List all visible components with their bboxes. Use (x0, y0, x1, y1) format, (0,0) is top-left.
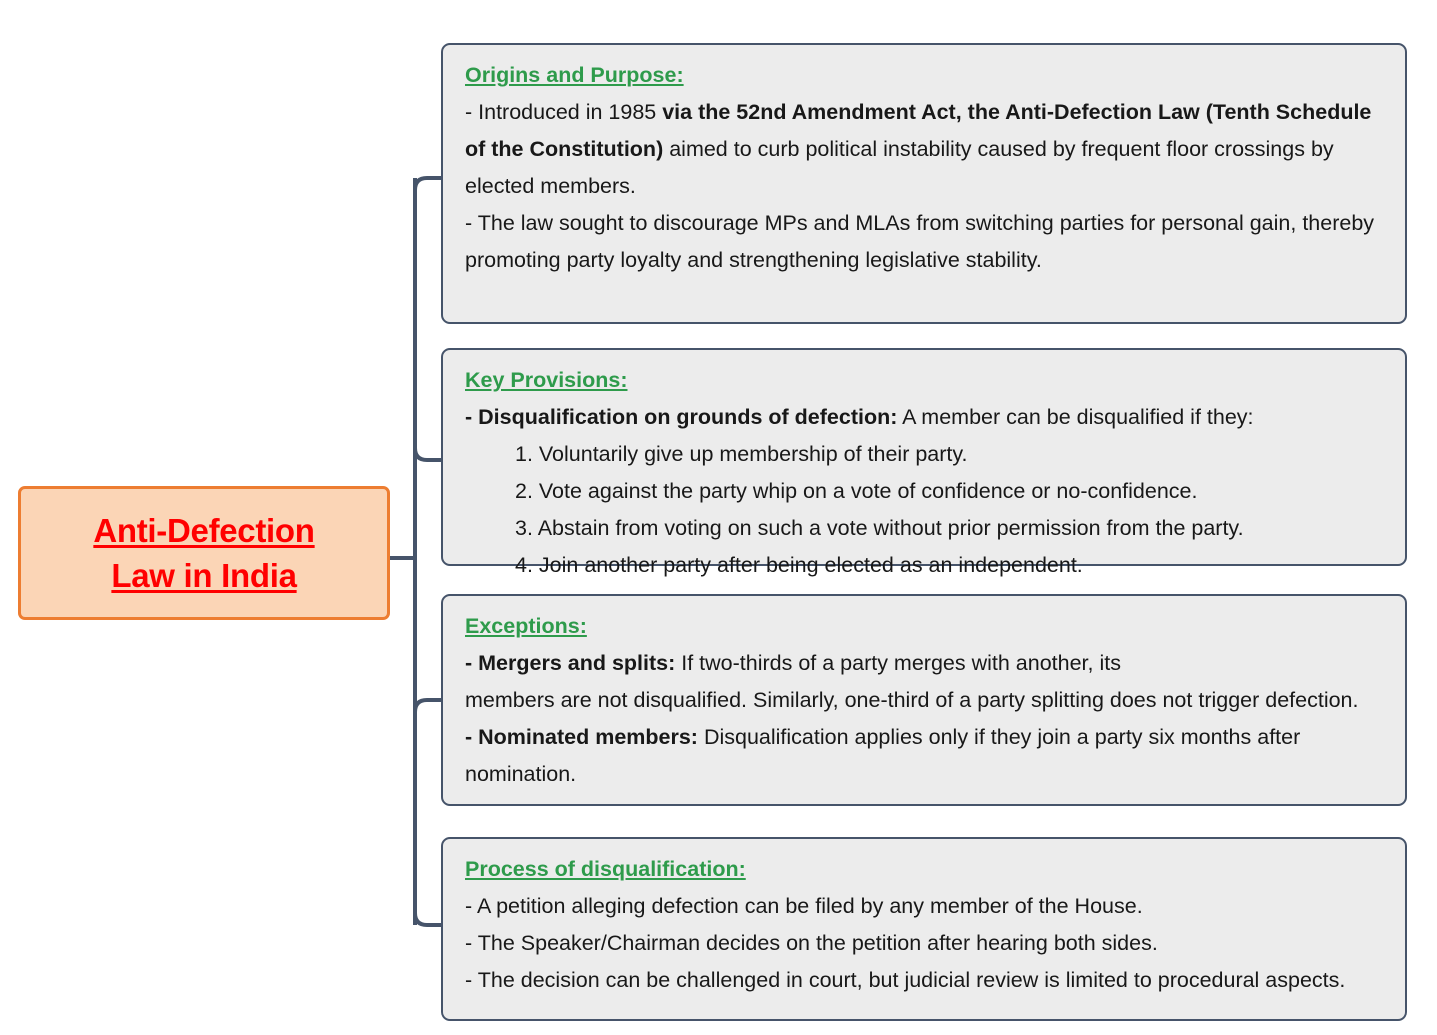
branch-body-process (465, 888, 1385, 999)
central-node-line-2: Law in India (111, 557, 297, 594)
branch-text-line: - Mergers and splits: If two-thirds of a party merges with another, its (465, 651, 1121, 675)
branch-heading-key-provisions: Key Provisions: (465, 368, 628, 392)
branch-text-line: - The law sought to discourage MPs and MLAs from switching parties for personal gain, thereby promoting party loyalty and strengthening legislative stability. (465, 211, 1375, 272)
branch-heading-exceptions: Exceptions: (465, 614, 587, 638)
branch-box-origins[interactable] (441, 43, 1407, 324)
branch-numbered-item: 1. Voluntarily give up membership of their party. (515, 442, 968, 466)
connector-to-origins (415, 178, 441, 190)
branch-heading-process: Process of disqualification: (465, 857, 746, 881)
branch-body-origins (465, 94, 1385, 279)
branch-box-key-provisions[interactable] (441, 348, 1407, 577)
connector-to-key-provisions (415, 448, 441, 460)
branch-text-line: - The Speaker/Chairman decides on the petition after hearing both sides. (465, 931, 1158, 955)
branch-body-key-provisions (465, 399, 1385, 436)
branch-text-line: - Nominated members: Disqualification applies only if they join a party six months after nomination. (465, 725, 1301, 786)
branch-numbered-item: 2. Vote against the party whip on a vote of confidence or no-confidence. (515, 479, 1198, 503)
central-node-line-1: Anti-Defection (93, 512, 315, 549)
branch-box-process[interactable] (441, 837, 1407, 1021)
branch-numbered-item: 3. Abstain from voting on such a vote without prior permission from the party. (515, 516, 1244, 540)
branch-text-line: members are not disqualified. Similarly, one-third of a party splitting does not trigger defection. (465, 688, 1359, 712)
connector-to-process (415, 913, 441, 925)
branch-box-exceptions[interactable] (441, 594, 1407, 806)
central-node[interactable] (18, 486, 390, 620)
branch-text-line: - Disqualification on grounds of defection: A member can be disqualified if they: (465, 405, 1254, 429)
branch-numbered-item: 4. Join another party after being elected as an independent. (515, 553, 1083, 577)
branch-body-exceptions (465, 645, 1385, 793)
connector-to-exceptions (415, 700, 441, 712)
branch-heading-origins: Origins and Purpose: (465, 63, 684, 87)
branch-text-line: - The decision can be challenged in court, but judicial review is limited to procedural aspects. (465, 968, 1346, 992)
branch-text-line: - A petition alleging defection can be filed by any member of the House. (465, 894, 1143, 918)
branch-text-line: - Introduced in 1985 via the 52nd Amendment Act, the Anti-Defection Law (Tenth Schedule of the Constitution) aimed to curb political instability caused by frequent floor crossings by elected members. (465, 100, 1372, 198)
branch-numbered-list-key-provisions (465, 436, 1385, 584)
